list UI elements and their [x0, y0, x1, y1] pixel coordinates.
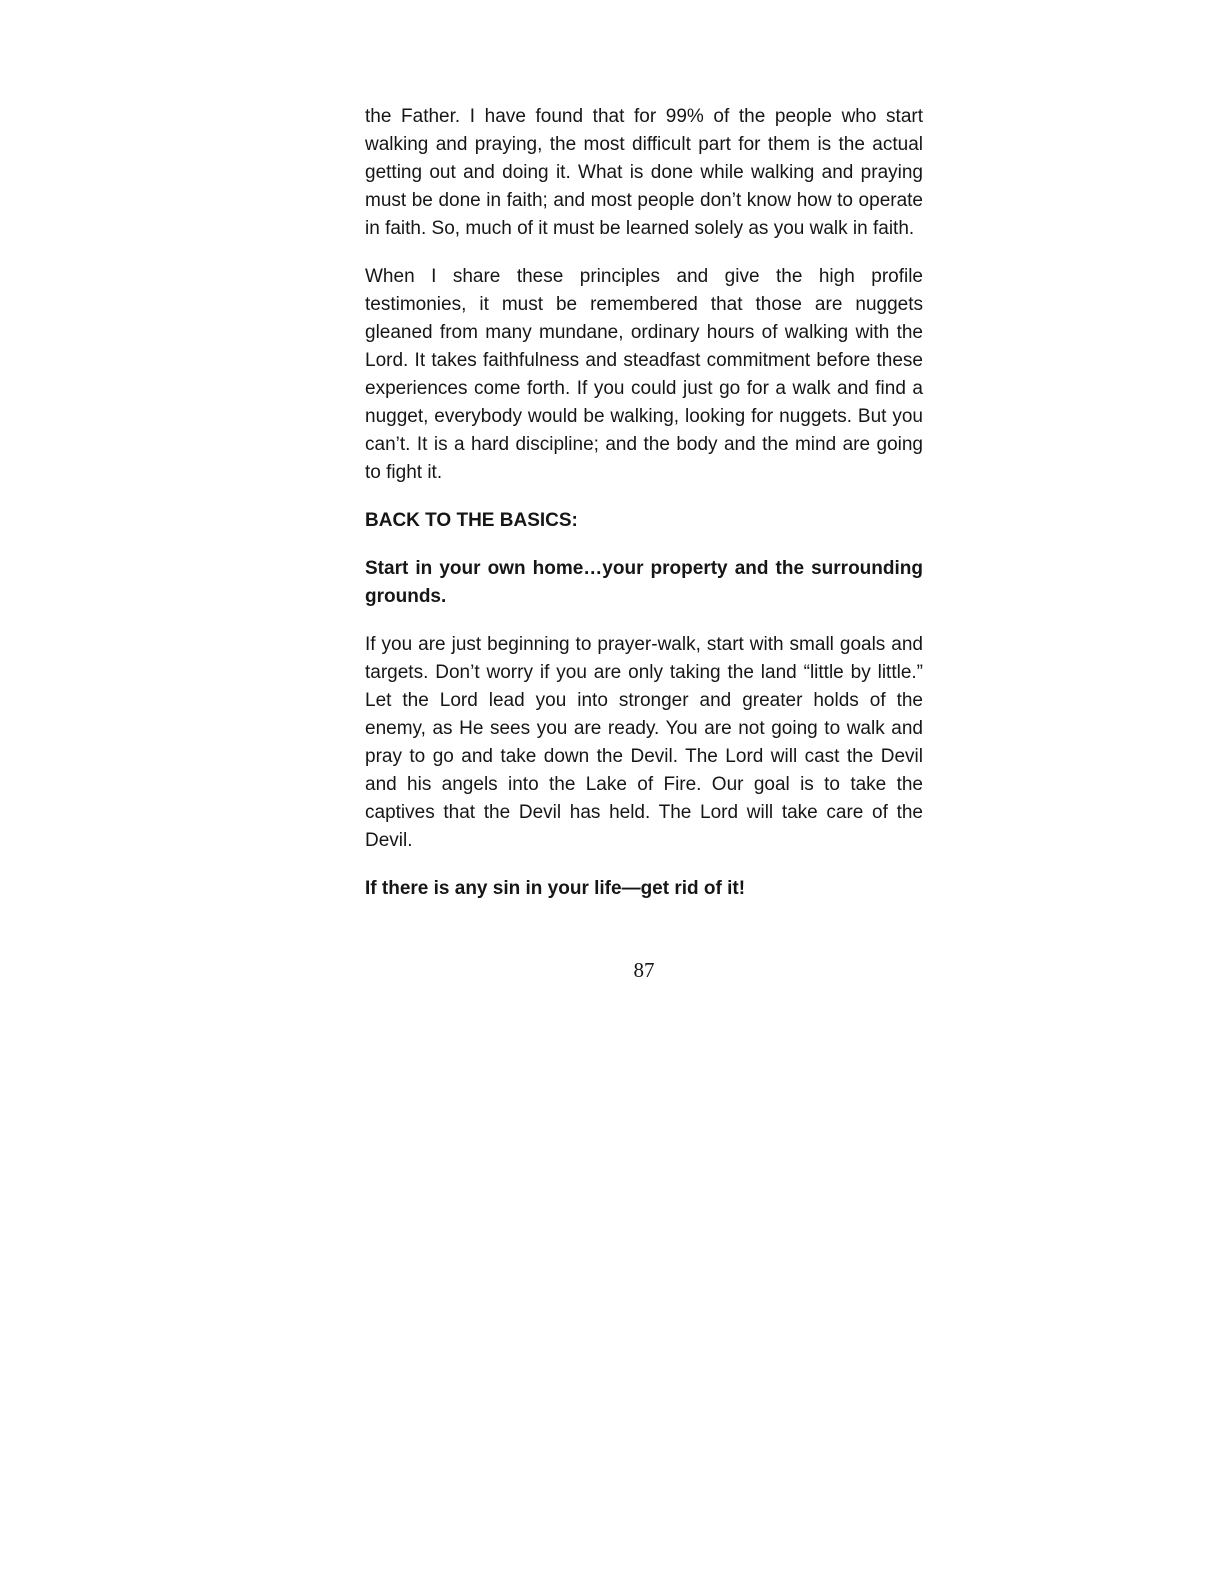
bold-paragraph-1: Start in your own home…your property and the surrounding grounds.: [365, 558, 923, 607]
bold-paragraph-2: If there is any sin in your life—get rid of it!: [365, 878, 746, 899]
page-number: 87: [633, 958, 655, 982]
section-heading: BACK TO THE BASICS:: [365, 510, 578, 531]
text-column: [365, 103, 923, 983]
body-paragraph-2: When I share these principles and give the high profile testimonies, it must be remembered that those are nuggets gleaned from many mundane, ordinary hours of walking with the Lord. It takes faithfulness and steadfast commitment before these experiences come forth. If you could just go for a walk and find a nugget, everybody would be walking, looking for nuggets. But you can’t. It is a hard discipline; and the body and the mind are going to fight it.: [365, 266, 923, 483]
body-paragraph-3: If you are just beginning to prayer-walk, start with small goals and targets. Don’t worry if you are only taking the land “little by little.” Let the Lord lead you into stronger and greater holds of the enemy, as He sees you are ready. You are not going to walk and pray to go and take down the Devil. The Lord will cast the Devil and his angels into the Lake of Fire. Our goal is to take the captives that the Devil has held. The Lord will take care of the Devil.: [365, 634, 923, 851]
body-paragraph-1: the Father. I have found that for 99% of the people who start walking and praying, the most difficult part for them is the actual getting out and doing it. What is done while walking and praying must be done in faith; and most people don’t know how to operate in faith. So, much of it must be learned solely as you walk in faith.: [365, 106, 923, 239]
